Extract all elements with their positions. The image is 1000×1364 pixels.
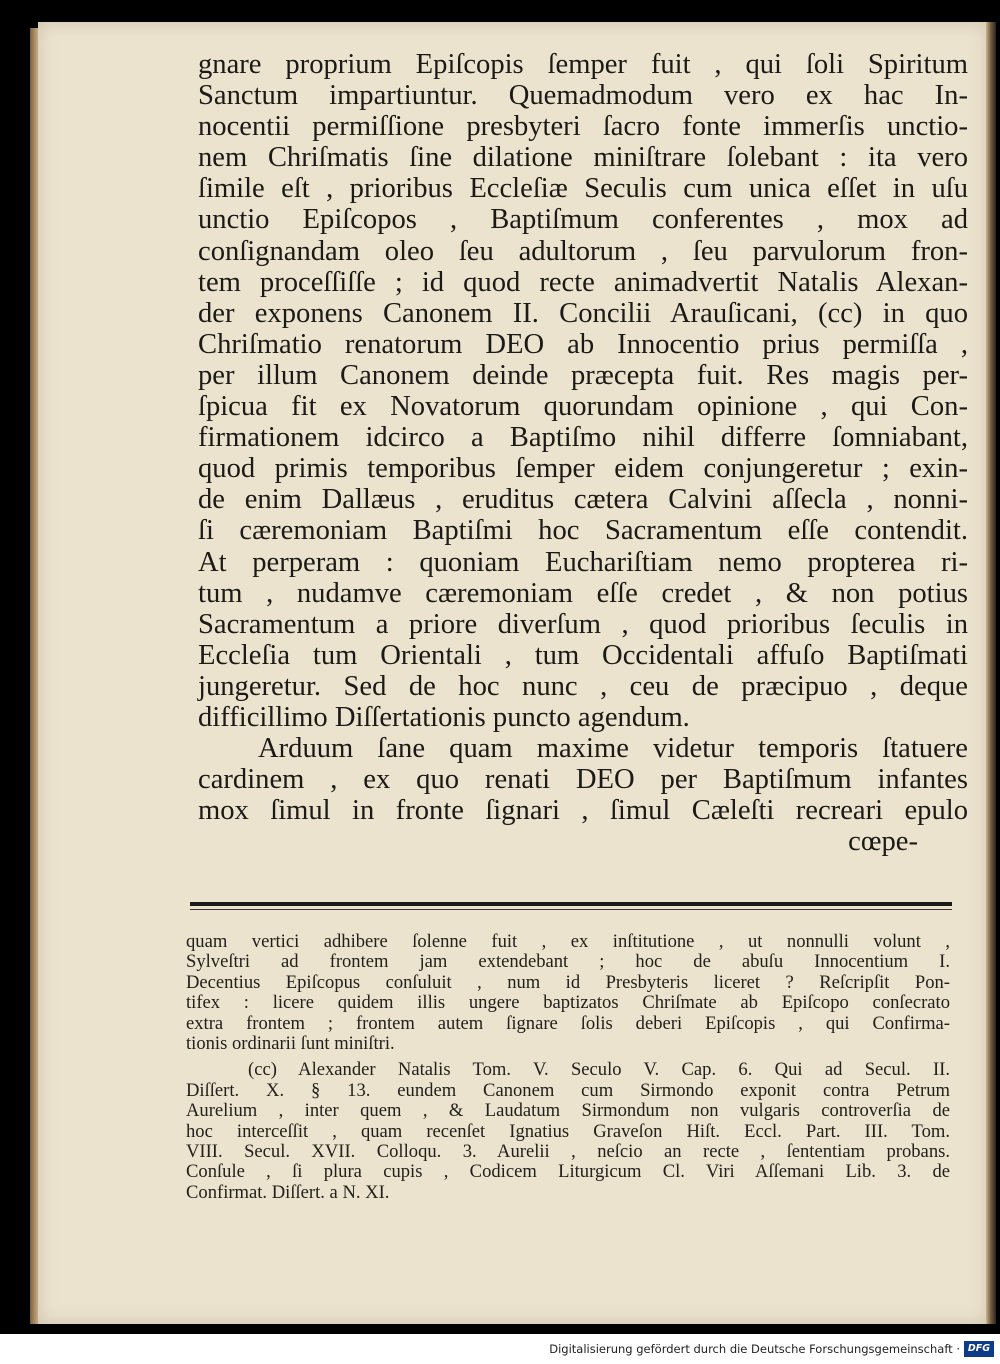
body-line: At perperam : quoniam Euchariſtiam nemo propterea ri- [198, 546, 968, 578]
body-line: Sacramentum a priore diverſum , quod prioribus ſeculis in [198, 608, 968, 640]
footnote-rule-thin [190, 909, 952, 910]
footnote-line: tifex : licere quidem illis ungere baptizatos Chriſmate ab Epiſcopo conſecrato [186, 992, 950, 1014]
body-line: Chriſmatio renatorum DEO ab Innocentio prius permiſſa , [198, 328, 968, 360]
body-line: de enim Dallæus , eruditus cætera Calvini aſſecla , nonni- [198, 484, 968, 516]
body-line: Arduum ſane quam maxime videtur temporis ſtatuere [258, 733, 968, 765]
main-text-block [198, 49, 968, 857]
footnote-line: quam vertici adhibere ſolenne fuit , ex inſtitutione , ut nonnulli volunt , [186, 931, 950, 952]
body-line: ſimile eſt , prioribus Eccleſiæ Seculis cum unica eſſet in uſu [198, 173, 968, 205]
footnote-cc-line: Aurelium , inter quem , & Laudatum Sirmondum non vulgaris controverſia de [186, 1100, 950, 1122]
funding-notice: Digitalisierung gefördert durch die Deutsche Forschungsgemeinschaft · [549, 1342, 960, 1356]
body-line: gnare proprium Epiſcopis ſemper fuit , qui ſoli Spiritum [198, 49, 968, 80]
body-line: unctio Epiſcopos , Baptiſmum conferentes , mox ad [198, 204, 968, 236]
body-line: nocentii permiſſione presbyteri ſacro fonte immerſis unctio- [198, 111, 968, 143]
body-line: jungeretur. Sed de hoc nunc , ceu de præcipuo , deque [198, 670, 968, 702]
footnote-rule [190, 902, 952, 906]
footnote-cc-line: Diſſert. X. § 13. eundem Canonem cum Sirmondo exponit contra Petrum [186, 1079, 950, 1101]
body-line: ſi cæremoniam Baptiſmi hoc Sacramentum eſſe contendit. [198, 515, 968, 547]
body-line: cardinem , ex quo renati DEO per Baptiſmum infantes [198, 764, 968, 796]
footnote-cc-line: Conſule , ſi plura cupis , Codicem Liturgicum Cl. Viri Aſſemani Lib. 3. de [186, 1161, 950, 1183]
body-line: nem Chriſmatis ſine dilatione miniſtrare ſolebant : ita vero [198, 142, 968, 174]
footnote-cc-line: Confirmat. Diſſert. a N. XI. [186, 1181, 390, 1203]
footnote-line: Decentius Epiſcopus conſuluit , num id Presbyteris liceret ? Reſcripſit Pon- [186, 971, 950, 993]
body-line: conſignandam oleo ſeu adultorum , ſeu parvulorum fron- [198, 235, 968, 267]
body-line: quod primis temporibus ſemper eidem conjungeretur ; exin- [198, 453, 968, 485]
footnote-cc-line: hoc interceſſit , quam recenſet Ignatius Graveſon Hiſt. Eccl. Part. III. Tom. [186, 1120, 950, 1142]
footnote-line: extra frontem ; frontem autem ſignare ſolis deberi Epiſcopis , qui Confirma- [186, 1012, 950, 1034]
body-line: mox ſimul in fronte ſignari , ſimul Cæleſti recreari epulo [198, 795, 968, 827]
catchword: cœpe- [848, 826, 918, 858]
body-line: tum , nudamve cæremoniam eſſe credet , & non potius [198, 577, 968, 609]
footnote-line: tionis ordinarii ſunt miniſtri. [186, 1032, 395, 1054]
body-line: Sanctum impartiuntur. Quemadmodum vero ex hac In- [198, 80, 968, 112]
body-line: firmationem idcirco a Baptiſmo nihil differre ſomniabant, [198, 422, 968, 454]
body-line: Eccleſia tum Orientali , tum Occidentali affuſo Baptiſmati [198, 639, 968, 671]
footnote-line: Sylveſtri ad frontem jam extendebant ; hoc de abuſu Innocentium I. [186, 951, 950, 973]
footnote-block [186, 932, 950, 1203]
footnote-cc-line: VIII. Secul. XVII. Colloqu. 3. Aurelii , neſcio an recte , ſententiam probans. [186, 1140, 950, 1162]
page-right-edge [986, 22, 996, 1324]
body-line: per illum Canonem deinde præcepta fuit. Res magis per- [198, 359, 968, 391]
body-line: ſpicua fit ex Novatorum quorundam opinione , qui Con- [198, 391, 968, 423]
digitization-footer [0, 1334, 1000, 1364]
body-line: der exponens Canonem II. Concilii Arauſicani, (cc) in quo [198, 297, 968, 329]
body-line: difficillimo Diſſertationis puncto agendum. [198, 701, 690, 733]
body-line: tem proceſſiſſe ; id quod recte animadvertit Natalis Alexan- [198, 266, 968, 298]
footnote-cc-line: (cc) Alexander Natalis Tom. V. Seculo V. Cap. 6. Qui ad Secul. II. [248, 1059, 950, 1081]
dfg-logo[interactable]: DFG [964, 1341, 994, 1357]
